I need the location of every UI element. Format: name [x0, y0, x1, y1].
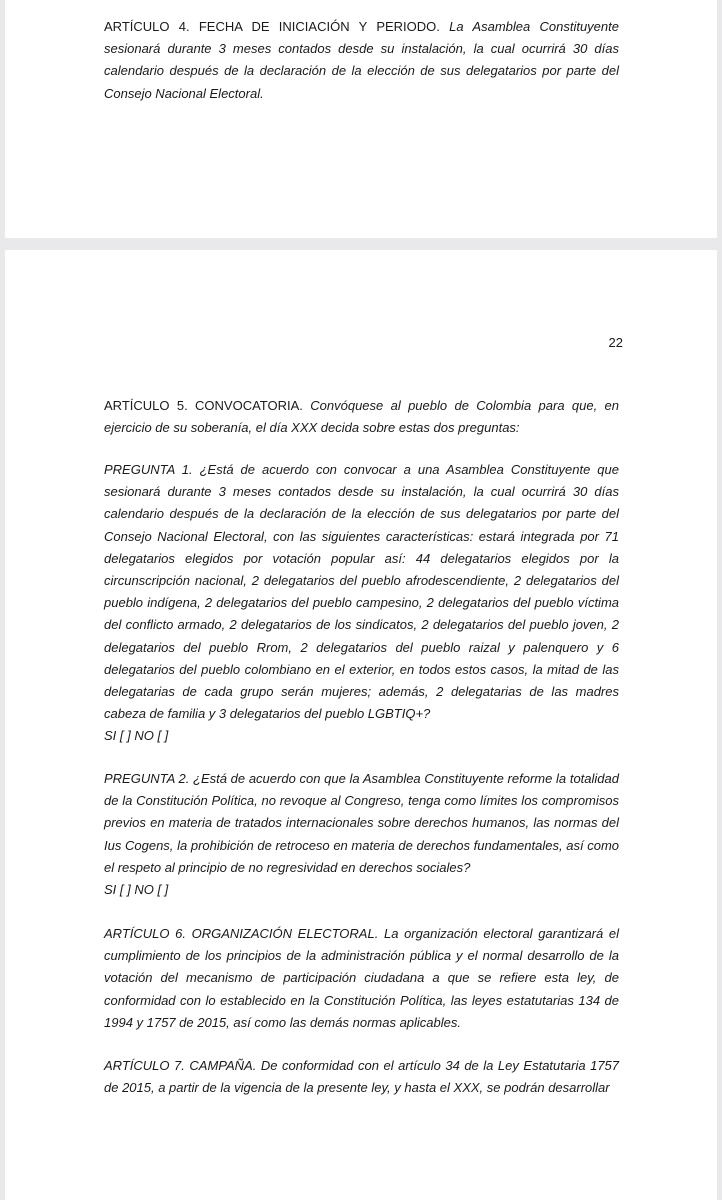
article-6-body: La organización electoral garantizará el cumplimiento de los principios de la administración pública y el normal desarrollo de la votación del mecanismo de participación ciudadana a que se refiere esta ley, de conformidad con lo establecido en la Constitución Política, las leyes estatutarias 134 de 1994 y 1757 de 2015, así como las demás normas aplicables.	[104, 926, 619, 1030]
article-6-heading: ARTÍCULO 6. ORGANIZACIÓN ELECTORAL.	[104, 926, 379, 941]
article-5-body: Convóquese al pueblo de Colombia para que, en ejercicio de su soberanía, el día XXX decida sobre estas dos preguntas:	[104, 398, 619, 436]
pregunta-1-text: PREGUNTA 1. ¿Está de acuerdo con convocar a una Asamblea Constituyente que sesionará durante 3 meses contados desde su instalación, la cual ocurrirá 30 días calendario después de la declaración de la elección de sus delegatarios por parte del Consejo Nacional Electoral, con las siguientes características: estará integrada por 71 delegatarios elegidos por votación popular así: 44 delegatarios elegidos por la circunscripción nacional, 2 delegatarios del pueblo afrodescendiente, 2 delegatarios del pueblo indígena, 2 delegatarios del pueblo campesino, 2 delegatarios del pueblo víctima del conflicto armado, 2 delegatarios de los sindicatos, 2 delegatarios del pueblo joven, 2 delegatarios del pueblo Rrom, 2 delegatarios del pueblo raizal y palenquero y 6 delegatarios del pueblo colombiano en el exterior, en todos estos casos, la mitad de las delegatarias de cada grupo serán mujeres; además, 2 delegatarias de las madres cabeza de familia y 3 delegatarios del pueblo LGBTIQ+?	[104, 462, 619, 722]
article-5-paragraph	[104, 395, 619, 439]
page-number: 22	[608, 335, 623, 350]
article-4-body: La Asamblea Constituyente sesionará durante 3 meses contados desde su instalación, la cual ocurrirá 30 días calendario después de la declaración de la elección de sus delegatarios por parte del Consejo Nacional Electoral.	[104, 19, 619, 101]
article-5-heading: ARTÍCULO 5. CONVOCATORIA.	[104, 398, 303, 413]
document-page-2	[5, 250, 717, 1200]
pregunta-1-options: SI [ ] NO [ ]	[104, 728, 169, 744]
article-4-paragraph	[104, 16, 619, 105]
pregunta-2-text: PREGUNTA 2. ¿Está de acuerdo con que la Asamblea Constituyente reforme la totalidad de la Constitución Política, no revoque al Congreso, tenga como límites los compromisos previos en materia de tratados internacionales sobre derechos humanos, las normas del Ius Cogens, la prohibición de retroceso en materia de derechos fundamentales, así como el respeto al principio de no regresividad en derechos sociales?	[104, 771, 619, 875]
article-7-body: De conformidad con el artículo 34 de la Ley Estatutaria 1757 de 2015, a partir de la vigencia de la presente ley, y hasta el XXX, se podrán desarrollar	[104, 1058, 620, 1096]
article-7-paragraph	[104, 1055, 619, 1099]
pregunta-2-options: SI [ ] NO [ ]	[104, 882, 169, 898]
article-4-heading: ARTÍCULO 4. FECHA DE INICIACIÓN Y PERIODO.	[104, 19, 440, 34]
pregunta-1-paragraph	[104, 459, 619, 748]
document-page-1	[5, 0, 717, 238]
article-7-heading: ARTÍCULO 7. CAMPAÑA.	[104, 1058, 257, 1073]
pregunta-2-paragraph	[104, 768, 619, 901]
article-6-paragraph	[104, 923, 619, 1034]
